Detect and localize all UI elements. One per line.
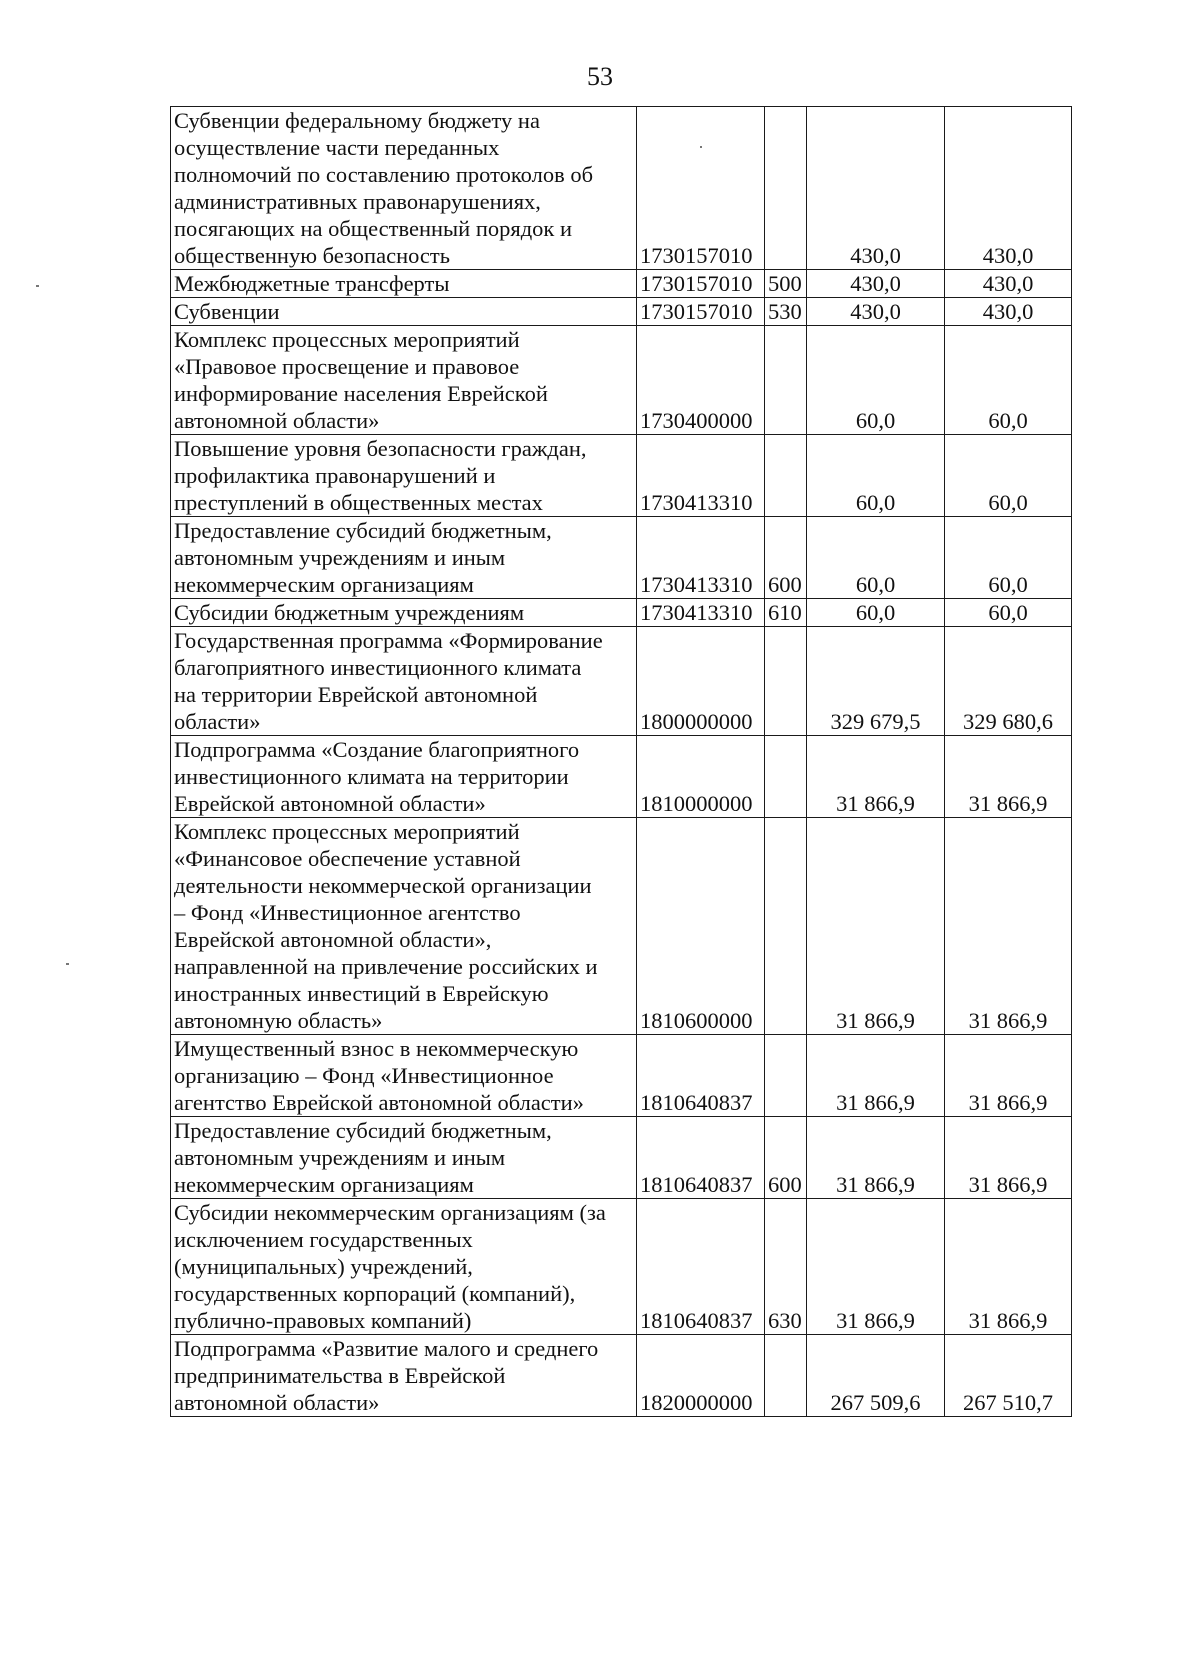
row-name-line: Комплекс процессных мероприятий <box>174 819 520 844</box>
row-name-line: исключением государственных <box>174 1227 473 1252</box>
row-value-1: 430,0 <box>807 270 945 298</box>
row-expense-type: 530 <box>765 298 807 326</box>
scan-speck <box>700 146 702 148</box>
row-name-line: «Финансовое обеспечение уставной <box>174 846 521 871</box>
row-name <box>171 818 637 1035</box>
row-name-line: информирование населения Еврейской <box>174 381 548 406</box>
row-code: 1800000000 <box>637 627 765 736</box>
row-code: 1730413310 <box>637 517 765 599</box>
row-code: 1730413310 <box>637 435 765 517</box>
row-name-line: публично-правовых компаний) <box>174 1308 472 1333</box>
row-expense-type <box>765 736 807 818</box>
row-name-line: Подпрограмма «Создание благоприятного <box>174 737 580 762</box>
table-row <box>171 1199 1072 1335</box>
row-name <box>171 599 637 627</box>
row-value-1: 31 866,9 <box>807 1199 945 1335</box>
table-row <box>171 107 1072 270</box>
table-row <box>171 1117 1072 1199</box>
table-row <box>171 270 1072 298</box>
row-value-2: 267 510,7 <box>945 1335 1072 1417</box>
row-name <box>171 298 637 326</box>
row-name-line: автономным учреждениям и иным <box>174 545 506 570</box>
row-expense-type: 600 <box>765 1117 807 1199</box>
row-value-2: 430,0 <box>945 298 1072 326</box>
row-name-line: агентство Еврейской автономной области» <box>174 1090 584 1115</box>
row-name-line: организацию – Фонд «Инвестиционное <box>174 1063 554 1088</box>
row-value-1: 329 679,5 <box>807 627 945 736</box>
row-expense-type: 610 <box>765 599 807 627</box>
row-name-line: административных правонарушениях, <box>174 189 541 214</box>
row-name-line: Еврейской автономной области» <box>174 791 486 816</box>
row-expense-type <box>765 326 807 435</box>
row-value-1: 60,0 <box>807 599 945 627</box>
row-name-line: Предоставление субсидий бюджетным, <box>174 1118 552 1143</box>
table-row <box>171 1035 1072 1117</box>
table-row <box>171 326 1072 435</box>
row-name <box>171 1199 637 1335</box>
row-name-line: благоприятного инвестиционного климата <box>174 655 582 680</box>
row-name-line: Еврейской автономной области», <box>174 927 492 952</box>
row-value-2: 430,0 <box>945 270 1072 298</box>
row-name-line: Субвенции федеральному бюджету на <box>174 108 540 133</box>
row-name <box>171 326 637 435</box>
row-name-line: государственных корпораций (компаний), <box>174 1281 576 1306</box>
row-name-line: Имущественный взнос в некоммерческую <box>174 1036 579 1061</box>
row-value-1: 60,0 <box>807 435 945 517</box>
row-value-1: 60,0 <box>807 326 945 435</box>
row-name-line: Субвенции <box>174 299 280 324</box>
table-row <box>171 1335 1072 1417</box>
table-row <box>171 599 1072 627</box>
row-name-line: автономной области» <box>174 1390 380 1415</box>
table-row <box>171 435 1072 517</box>
row-name-line: автономную область» <box>174 1008 383 1033</box>
row-value-2: 31 866,9 <box>945 818 1072 1035</box>
row-value-1: 31 866,9 <box>807 1117 945 1199</box>
row-expense-type: 500 <box>765 270 807 298</box>
row-value-1: 430,0 <box>807 107 945 270</box>
row-name-line: Предоставление субсидий бюджетным, <box>174 518 552 543</box>
row-name-line: посягающих на общественный порядок и <box>174 216 573 241</box>
row-expense-type <box>765 818 807 1035</box>
row-expense-type: 630 <box>765 1199 807 1335</box>
row-name-line: направленной на привлечение российских и <box>174 954 598 979</box>
row-name-line: Субсидии некоммерческим организациям (за <box>174 1200 606 1225</box>
row-name <box>171 517 637 599</box>
row-name-line: осуществление части переданных <box>174 135 500 160</box>
row-code: 1820000000 <box>637 1335 765 1417</box>
row-name <box>171 270 637 298</box>
row-value-2: 329 680,6 <box>945 627 1072 736</box>
row-value-1: 31 866,9 <box>807 818 945 1035</box>
row-name-line: общественную безопасность <box>174 243 450 268</box>
row-value-1: 31 866,9 <box>807 736 945 818</box>
row-name-line: инвестиционного климата на территории <box>174 764 569 789</box>
row-name-line: автономной области» <box>174 408 380 433</box>
row-name <box>171 435 637 517</box>
row-value-2: 31 866,9 <box>945 1035 1072 1117</box>
scan-speck <box>36 285 39 287</box>
row-value-2: 60,0 <box>945 599 1072 627</box>
row-name <box>171 627 637 736</box>
row-code: 1810000000 <box>637 736 765 818</box>
row-value-2: 60,0 <box>945 326 1072 435</box>
row-value-2: 31 866,9 <box>945 1117 1072 1199</box>
row-code: 1730157010 <box>637 107 765 270</box>
row-code: 1810640837 <box>637 1035 765 1117</box>
row-expense-type <box>765 1035 807 1117</box>
row-value-2: 60,0 <box>945 435 1072 517</box>
row-name-line: области» <box>174 709 261 734</box>
row-name-line: некоммерческим организациям <box>174 572 474 597</box>
row-value-1: 430,0 <box>807 298 945 326</box>
row-name <box>171 1335 637 1417</box>
row-code: 1810600000 <box>637 818 765 1035</box>
row-value-1: 60,0 <box>807 517 945 599</box>
row-value-2: 430,0 <box>945 107 1072 270</box>
row-name-line: «Правовое просвещение и правовое <box>174 354 520 379</box>
budget-table <box>170 106 1072 1417</box>
row-name-line: преступлений в общественных местах <box>174 490 543 515</box>
row-name <box>171 736 637 818</box>
row-name-line: автономным учреждениям и иным <box>174 1145 506 1170</box>
table-row <box>171 736 1072 818</box>
row-name-line: Субсидии бюджетным учреждениям <box>174 600 525 625</box>
table-row <box>171 517 1072 599</box>
row-name-line: иностранных инвестиций в Еврейскую <box>174 981 549 1006</box>
row-code: 1810640837 <box>637 1117 765 1199</box>
row-name-line: деятельности некоммерческой организации <box>174 873 592 898</box>
scan-speck <box>66 963 69 965</box>
row-code: 1730157010 <box>637 270 765 298</box>
row-name-line: Повышение уровня безопасности граждан, <box>174 436 587 461</box>
row-code: 1730157010 <box>637 298 765 326</box>
row-expense-type: 600 <box>765 517 807 599</box>
table-row <box>171 627 1072 736</box>
row-name-line: Межбюджетные трансферты <box>174 271 450 296</box>
table-row <box>171 298 1072 326</box>
row-name-line: Подпрограмма «Развитие малого и среднего <box>174 1336 599 1361</box>
row-name-line: Комплекс процессных мероприятий <box>174 327 520 352</box>
row-expense-type <box>765 435 807 517</box>
row-name-line: – Фонд «Инвестиционное агентство <box>174 900 521 925</box>
budget-table-body <box>171 107 1072 1417</box>
row-name <box>171 1035 637 1117</box>
row-code: 1810640837 <box>637 1199 765 1335</box>
row-value-2: 31 866,9 <box>945 1199 1072 1335</box>
row-code: 1730400000 <box>637 326 765 435</box>
table-row <box>171 818 1072 1035</box>
row-name <box>171 1117 637 1199</box>
row-name-line: предпринимательства в Еврейской <box>174 1363 506 1388</box>
page-number: 53 <box>587 62 613 91</box>
row-expense-type <box>765 627 807 736</box>
row-name-line: Государственная программа «Формирование <box>174 628 603 653</box>
row-expense-type <box>765 107 807 270</box>
row-code: 1730413310 <box>637 599 765 627</box>
row-value-1: 31 866,9 <box>807 1035 945 1117</box>
row-name-line: некоммерческим организациям <box>174 1172 474 1197</box>
row-value-2: 60,0 <box>945 517 1072 599</box>
row-name-line: профилактика правонарушений и <box>174 463 496 488</box>
row-name-line: полномочий по составлению протоколов об <box>174 162 594 187</box>
row-name-line: (муниципальных) учреждений, <box>174 1254 473 1279</box>
row-expense-type <box>765 1335 807 1417</box>
row-value-2: 31 866,9 <box>945 736 1072 818</box>
row-name-line: на территории Еврейской автономной <box>174 682 538 707</box>
row-value-1: 267 509,6 <box>807 1335 945 1417</box>
row-name <box>171 107 637 270</box>
